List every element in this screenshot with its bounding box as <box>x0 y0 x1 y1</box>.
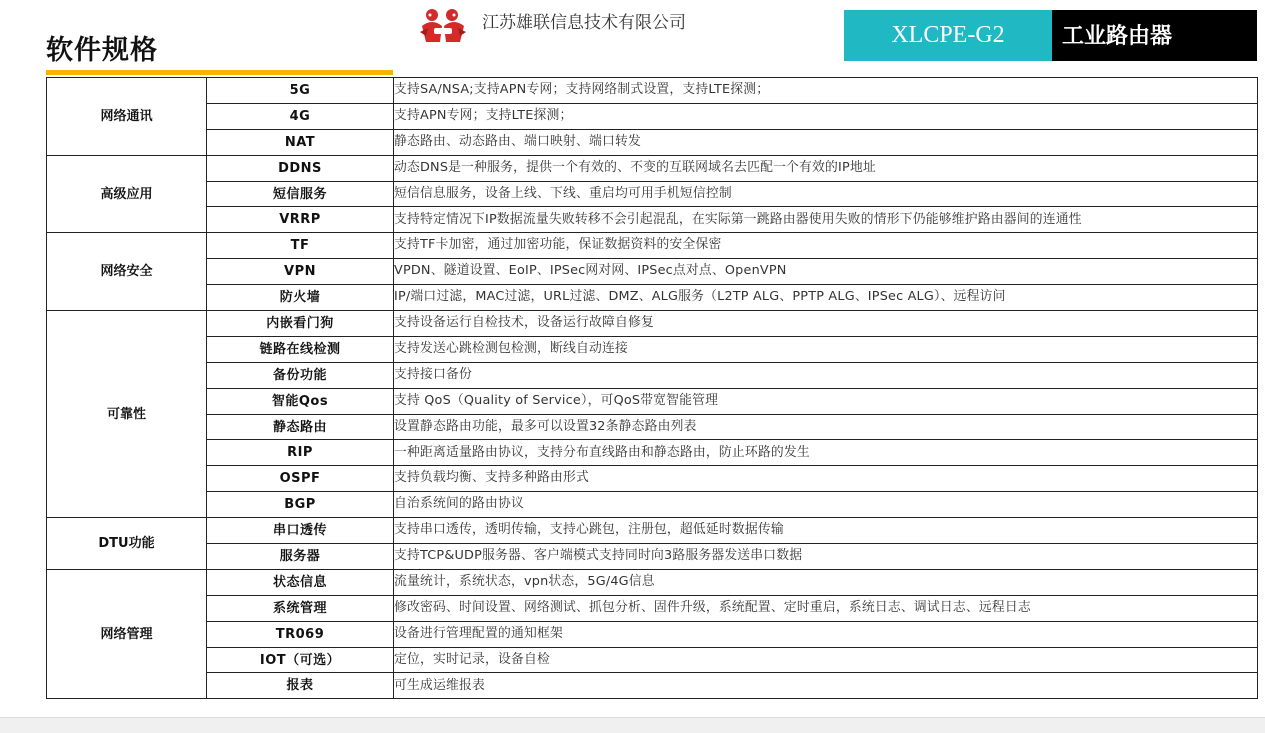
spec-row <box>47 233 1258 259</box>
description-cell: 支持负载均衡、支持多种路由形式 <box>394 466 1258 492</box>
spec-row <box>47 595 1258 621</box>
spec-row <box>47 621 1258 647</box>
spec-row <box>47 647 1258 673</box>
feature-cell: 短信服务 <box>207 181 394 207</box>
description-cell: 设备进行管理配置的通知框架 <box>394 621 1258 647</box>
description-cell: 支持TCP&UDP服务器、客户端模式支持同时向3路服务器发送串口数据 <box>394 544 1258 570</box>
product-type-badge: 工业路由器 <box>1052 10 1257 61</box>
description-cell: 支持特定情况下IP数据流量失败转移不会引起混乱，在实际第一跳路由器使用失败的情形下仍能够维护路由器间的连通性 <box>394 207 1258 233</box>
spec-row <box>47 207 1258 233</box>
description-cell: 定位，实时记录，设备自检 <box>394 647 1258 673</box>
spec-row <box>47 673 1258 699</box>
feature-cell: 智能Qos <box>207 388 394 414</box>
description-cell: 流量统计，系统状态，vpn状态，5G/4G信息 <box>394 569 1258 595</box>
page-title: 软件规格 <box>46 35 158 66</box>
feature-cell: 状态信息 <box>207 569 394 595</box>
description-cell: 支持 QoS（Quality of Service），可QoS带宽智能管理 <box>394 388 1258 414</box>
feature-cell: OSPF <box>207 466 394 492</box>
description-cell: 支持设备运行自检技术，设备运行故障自修复 <box>394 311 1258 337</box>
title-underline <box>46 70 393 75</box>
spec-row <box>47 492 1258 518</box>
description-cell: 修改密码、时间设置、网络测试、抓包分析、固件升级，系统配置、定时重启，系统日志、调试日志、远程日志 <box>394 595 1258 621</box>
feature-cell: TR069 <box>207 621 394 647</box>
feature-cell: IOT（可选） <box>207 647 394 673</box>
spec-row <box>47 336 1258 362</box>
feature-cell: 报表 <box>207 673 394 699</box>
description-cell: 支持串口透传，透明传输，支持心跳包，注册包，超低延时数据传输 <box>394 518 1258 544</box>
description-cell: IP/端口过滤，MAC过滤，URL过滤、DMZ、ALG服务（L2TP ALG、PPTP ALG、IPSec ALG）、远程访问 <box>394 285 1258 311</box>
spec-row <box>47 181 1258 207</box>
description-cell: 静态路由、动态路由、端口映射、端口转发 <box>394 129 1258 155</box>
feature-cell: 串口透传 <box>207 518 394 544</box>
spec-row <box>47 569 1258 595</box>
spec-row <box>47 414 1258 440</box>
spec-row <box>47 388 1258 414</box>
category-cell: 网络安全 <box>47 233 207 311</box>
spec-row <box>47 544 1258 570</box>
spec-row <box>47 103 1258 129</box>
feature-cell: 5G <box>207 78 394 104</box>
spec-row <box>47 440 1258 466</box>
spec-row <box>47 466 1258 492</box>
description-cell: 自治系统间的路由协议 <box>394 492 1258 518</box>
feature-cell: 防火墙 <box>207 285 394 311</box>
spec-row <box>47 78 1258 104</box>
feature-cell: VRRP <box>207 207 394 233</box>
feature-cell: 服务器 <box>207 544 394 570</box>
description-cell: 支持发送心跳检测包检测，断线自动连接 <box>394 336 1258 362</box>
spec-row <box>47 129 1258 155</box>
feature-cell: 静态路由 <box>207 414 394 440</box>
feature-cell: RIP <box>207 440 394 466</box>
feature-cell: DDNS <box>207 155 394 181</box>
description-cell: 支持APN专网；支持LTE探测； <box>394 103 1258 129</box>
spec-table <box>46 77 1258 699</box>
feature-cell: 链路在线检测 <box>207 336 394 362</box>
description-cell: 可生成运维报表 <box>394 673 1258 699</box>
spec-row <box>47 518 1258 544</box>
description-cell: VPDN、隧道设置、EoIP、IPSec网对网、IPSec点对点、OpenVPN <box>394 259 1258 285</box>
description-cell: 支持TF卡加密，通过加密功能，保证数据资料的安全保密 <box>394 233 1258 259</box>
feature-cell: 备份功能 <box>207 362 394 388</box>
company-logo-icon <box>418 6 468 46</box>
description-cell: 动态DNS是一种服务，提供一个有效的、不变的互联网域名去匹配一个有效的IP地址 <box>394 155 1258 181</box>
category-cell: 网络通讯 <box>47 78 207 156</box>
feature-cell: NAT <box>207 129 394 155</box>
model-badge: XLCPE-G2 <box>844 10 1052 61</box>
feature-cell: 系统管理 <box>207 595 394 621</box>
feature-cell: 4G <box>207 103 394 129</box>
spec-row <box>47 155 1258 181</box>
feature-cell: TF <box>207 233 394 259</box>
company-header <box>418 6 686 46</box>
spec-row <box>47 285 1258 311</box>
spec-row <box>47 311 1258 337</box>
description-cell: 设置静态路由功能，最多可以设置32条静态路由列表 <box>394 414 1258 440</box>
feature-cell: VPN <box>207 259 394 285</box>
company-name: 江苏雄联信息技术有限公司 <box>482 12 686 33</box>
spec-row <box>47 259 1258 285</box>
description-cell: 支持接口备份 <box>394 362 1258 388</box>
bottom-scroll-bar <box>0 717 1265 733</box>
category-cell: 高级应用 <box>47 155 207 233</box>
category-cell: 可靠性 <box>47 311 207 518</box>
description-cell: 支持SA/NSA;支持APN专网；支持网络制式设置，支持LTE探测； <box>394 78 1258 104</box>
category-cell: DTU功能 <box>47 518 207 570</box>
feature-cell: 内嵌看门狗 <box>207 311 394 337</box>
spec-row <box>47 362 1258 388</box>
description-cell: 短信信息服务，设备上线、下线、重启均可用手机短信控制 <box>394 181 1258 207</box>
description-cell: 一种距离适量路由协议，支持分布直线路由和静态路由，防止环路的发生 <box>394 440 1258 466</box>
feature-cell: BGP <box>207 492 394 518</box>
category-cell: 网络管理 <box>47 569 207 698</box>
